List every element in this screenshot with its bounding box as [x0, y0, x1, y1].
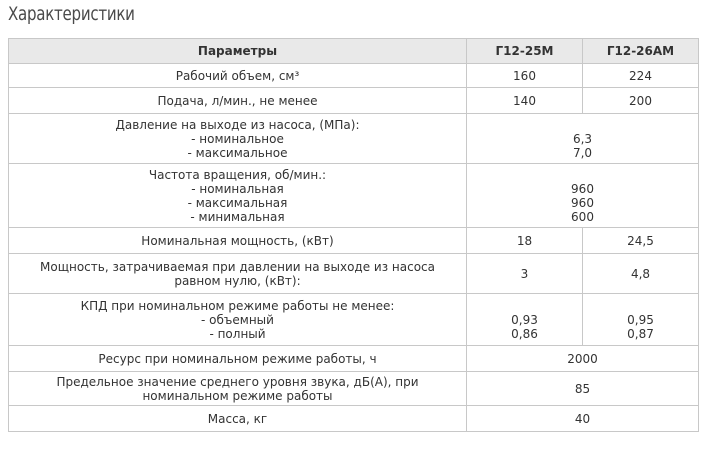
param-cell: Ресурс при номинальном режиме работы, ч: [9, 346, 467, 372]
value-cell: 0,93 0,86: [467, 294, 583, 346]
value-cell: 0,95 0,87: [583, 294, 699, 346]
param-cell: Давление на выходе из насоса, (МПа): - номинальное - максимальное: [9, 114, 467, 164]
table-row: [9, 254, 699, 294]
param-cell: Подача, л/мин., не менее: [9, 88, 467, 114]
param-cell: Номинальная мощность, (кВт): [9, 228, 467, 254]
table-row: [9, 88, 699, 114]
page-title: Характеристики: [8, 3, 135, 25]
value-cell-merged: 2000: [467, 346, 699, 372]
value-cell: 24,5: [583, 228, 699, 254]
param-cell: Предельное значение среднего уровня звука, дБ(А), при номинальном режиме работы: [9, 372, 467, 406]
value-cell-merged: 40: [467, 406, 699, 432]
value-cell: 3: [467, 254, 583, 294]
table-row: [9, 346, 699, 372]
header-model-1: Г12-25М: [467, 39, 583, 64]
table-row: [9, 114, 699, 164]
param-cell: КПД при номинальном режиме работы не менее: - объемный - полный: [9, 294, 467, 346]
value-cell-merged: 85: [467, 372, 699, 406]
value-cell-merged: 6,3 7,0: [467, 114, 699, 164]
header-model-2: Г12-26АМ: [583, 39, 699, 64]
header-params: Параметры: [9, 39, 467, 64]
value-cell: 18: [467, 228, 583, 254]
param-cell: Рабочий объем, см³: [9, 64, 467, 88]
table-row: [9, 164, 699, 228]
value-cell-merged: 960 960 600: [467, 164, 699, 228]
value-cell: 140: [467, 88, 583, 114]
param-cell: Масса, кг: [9, 406, 467, 432]
table-row: [9, 372, 699, 406]
value-cell: 200: [583, 88, 699, 114]
table-row: [9, 228, 699, 254]
value-cell: 224: [583, 64, 699, 88]
table-row: [9, 294, 699, 346]
param-cell: Мощность, затрачиваемая при давлении на выходе из насоса равном нулю, (кВт):: [9, 254, 467, 294]
value-cell: 4,8: [583, 254, 699, 294]
value-cell: 160: [467, 64, 583, 88]
specs-table: [8, 38, 699, 432]
table-header-row: [9, 39, 699, 64]
param-cell: Частота вращения, об/мин.: - номинальная - максимальная - минимальная: [9, 164, 467, 228]
table-row: [9, 406, 699, 432]
table-row: [9, 64, 699, 88]
